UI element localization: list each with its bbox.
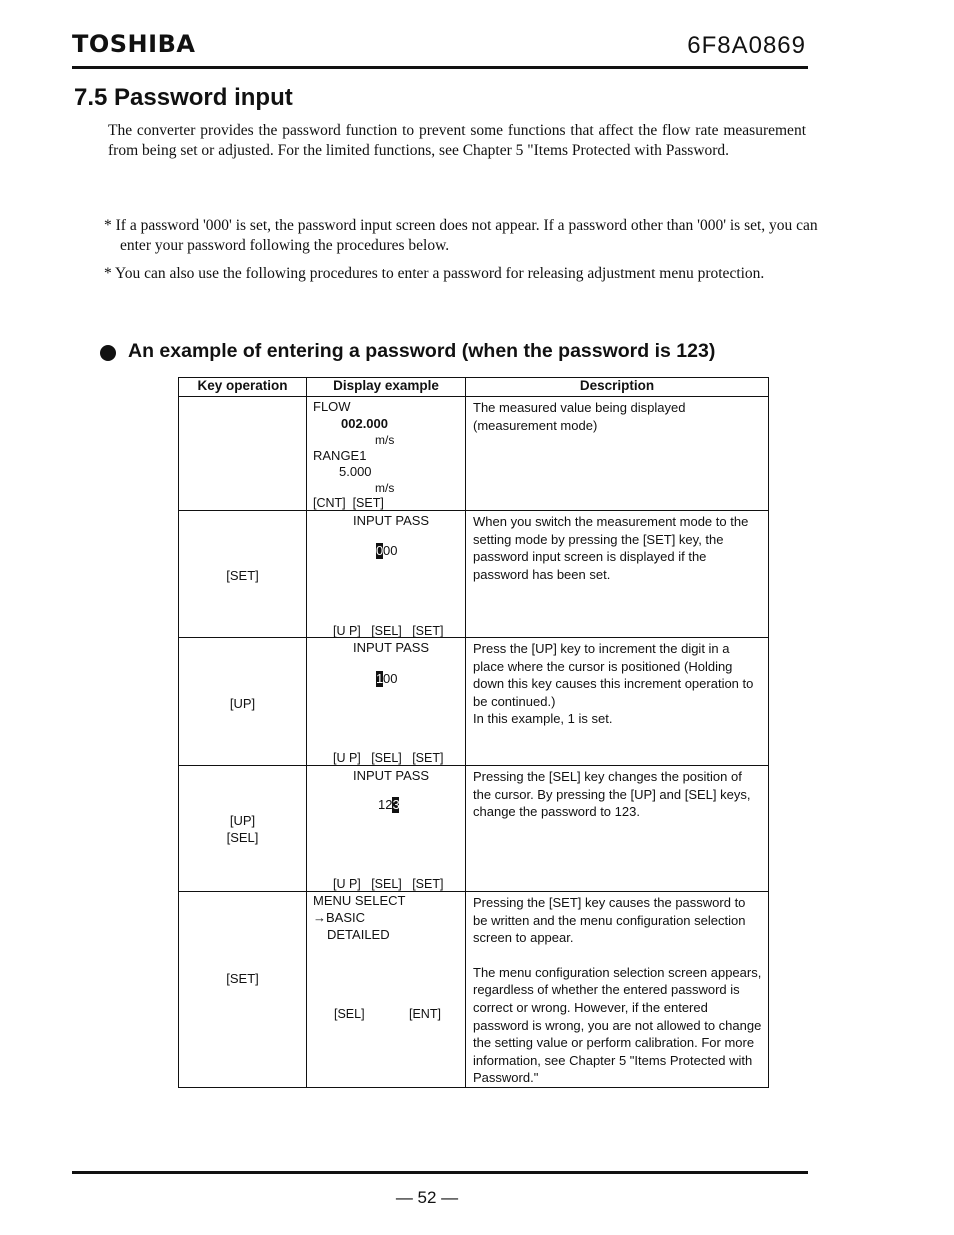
display-cell <box>307 892 466 1088</box>
display-cell <box>307 511 466 638</box>
display-range-value: 5.000 <box>339 464 372 479</box>
key-operation: [UP] <box>229 813 256 828</box>
display-soft-key-sel: [SEL] <box>334 1007 365 1021</box>
key-operation: [UP] <box>229 696 256 711</box>
cursor-digit: 0 <box>376 543 384 558</box>
display-soft-key-ent: [ENT] <box>409 1007 441 1021</box>
display-menu-option: →BASIC <box>313 910 366 925</box>
display-title: INPUT PASS <box>353 768 430 783</box>
key-cell <box>179 638 307 766</box>
description-text: The measured value being displayed (measurement mode) <box>473 400 686 433</box>
key-cell <box>179 397 307 511</box>
table-row <box>179 397 769 511</box>
password-example-table <box>178 377 769 1088</box>
description-text: When you switch the measurement mode to the setting mode by pressing the [SET] key, the password input screen is displayed if the password has been set. <box>473 514 749 582</box>
intro-paragraph: The converter provides the password function to prevent some functions that affect the flow rate measurement from being set or adjusted. For the limited functions, see Chapter 5 "Items Protected with Password. <box>108 122 806 159</box>
page-number: — 52 — <box>395 1188 459 1207</box>
display-password: 000 <box>376 543 398 558</box>
display-range-label: RANGE1 <box>313 448 367 463</box>
table-row <box>179 511 769 638</box>
section-title: 7.5 Password input <box>74 84 293 111</box>
description-cell <box>466 892 769 1088</box>
display-flow-label: FLOW <box>313 399 351 414</box>
display-soft-keys: [U P] [SEL] [SET] <box>333 624 444 638</box>
description-cell <box>466 511 769 638</box>
description-cell <box>466 638 769 766</box>
display-soft-keys: [U P] [SEL] [SET] <box>333 751 444 765</box>
key-cell <box>179 511 307 638</box>
key-cell <box>179 892 307 1088</box>
header-display-example: Display example <box>307 378 466 397</box>
description-text: Pressing the [SEL] key changes the position of the cursor. By pressing the [UP] and [SEL] keys, change the password to 123. <box>473 769 751 820</box>
header-key-operation: Key operation <box>179 378 307 397</box>
display-title: MENU SELECT <box>313 893 406 908</box>
description-text: Pressing the [SET] key causes the password to be written and the menu configuration selection screen to appear. The menu configuration selection screen appears, regardless of whether the entered password is correct or wrong. However, if the entered password is wrong, you are not allowed to change the setting value or perform calibration. For more information, see Chapter 5 "Items Protected with Password." <box>473 895 762 1086</box>
key-operation: [SET] <box>226 568 259 583</box>
bullet-icon <box>100 345 116 361</box>
description-cell <box>466 397 769 511</box>
key-operation: [SEL] <box>226 830 259 845</box>
display-unit: m/s <box>375 433 395 447</box>
display-password: 100 <box>376 671 398 686</box>
display-cell <box>307 638 466 766</box>
display-soft-keys: [CNT] [SET] <box>313 496 384 510</box>
display-soft-keys: [U P] [SEL] [SET] <box>333 877 444 891</box>
example-title: An example of entering a password (when the password is 123) <box>128 340 716 362</box>
document-number: 6F8A0869 <box>687 32 806 59</box>
cursor-digit: 3 <box>392 797 400 812</box>
key-operation: [SET] <box>226 971 259 986</box>
display-flow-value: 002.000 <box>341 416 388 431</box>
note-2: * You can also use the following procedures to enter a password for releasing adjustment menu protection. <box>104 265 765 282</box>
footer-rule <box>72 1171 808 1174</box>
display-cell <box>307 397 466 511</box>
display-menu-option: DETAILED <box>327 927 390 942</box>
description-text: Press the [UP] key to increment the digit in a place where the cursor is positioned (Holding down this key causes this increment operation to be continued.) In this example, 1 is set. <box>473 641 754 727</box>
table-header-row <box>179 378 769 397</box>
header-description: Description <box>466 378 769 397</box>
cursor-digit: 1 <box>376 671 384 686</box>
note-1: * If a password '000' is set, the password input screen does not appear. If a password other than '000' is set, you can enter your password following the procedures below. <box>104 217 818 254</box>
header-rule <box>72 66 808 69</box>
table-row <box>179 766 769 892</box>
display-title: INPUT PASS <box>353 640 430 655</box>
display-unit: m/s <box>375 481 395 495</box>
description-cell <box>466 766 769 892</box>
display-title: INPUT PASS <box>353 513 430 528</box>
display-cell <box>307 766 466 892</box>
table-row <box>179 638 769 766</box>
display-password: 123 <box>378 797 400 812</box>
table-row <box>179 892 769 1088</box>
key-cell <box>179 766 307 892</box>
brand-logo: TOSHIBA <box>72 30 196 58</box>
